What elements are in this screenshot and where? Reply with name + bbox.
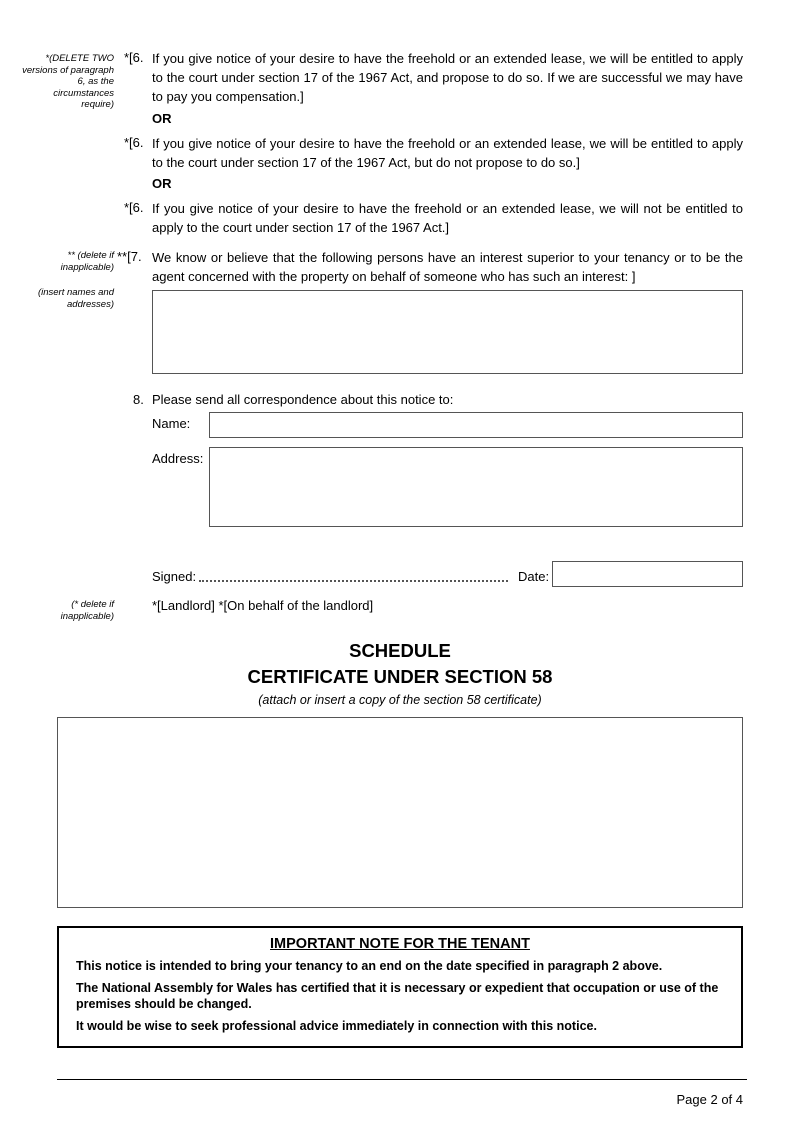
schedule-instruction: (attach or insert a copy of the section 58 certificate) (258, 693, 542, 707)
paragraph-6b-text: If you give notice of your desire to have the freehold or an extended lease, we will be entitled to apply to the court under section 17 of the 1967 Act, but do not propose to do so.] (152, 136, 743, 170)
schedule-subtitle: CERTIFICATE UNDER SECTION 58 (247, 666, 553, 687)
footer-rule (57, 1079, 747, 1080)
paragraph-7-number: **[7. (117, 249, 142, 264)
paragraph-7-text: We know or believe that the following persons have an interest superior to your tenancy or to be the agent concerned with the property on behalf of someone who has such an interest: ] (152, 250, 743, 284)
signed-label: Signed: (152, 569, 197, 584)
or-separator-2: OR (152, 176, 172, 191)
paragraph-8-number: 8. (133, 392, 144, 407)
name-label: Name: (152, 416, 191, 431)
date-label: Date: (518, 569, 550, 584)
paragraph-6a-number: *[6. (124, 50, 144, 65)
margin-note-delete-two: *(DELETE TWO versions of paragraph 6, as the circumstances require) (22, 53, 114, 110)
margin-note-insert-names: (insert names and addresses) (37, 287, 114, 310)
paragraph-6a-text: If you give notice of your desire to have the freehold or an extended lease, we will be entitled to apply to the court under section 17 of the 1967 Act, and propose to do so. If we are successful we may have to pay you compensation.] (152, 51, 743, 104)
name-field[interactable] (209, 412, 743, 438)
address-field[interactable] (209, 447, 743, 527)
or-separator-1: OR (152, 111, 172, 126)
paragraph-6b-number: *[6. (124, 135, 144, 150)
signature-line[interactable] (199, 580, 508, 582)
margin-note-delete-if-inapplicable-2: (* delete if inapplicable) (60, 599, 114, 622)
page-number: Page 2 of 4 (676, 1092, 743, 1107)
important-note-box (57, 926, 743, 1048)
date-field[interactable] (552, 561, 743, 587)
certificate-box[interactable] (57, 717, 743, 908)
superior-interest-field[interactable] (152, 290, 743, 374)
important-note-title: IMPORTANT NOTE FOR THE TENANT (270, 936, 530, 952)
important-note-line-2: The National Assembly for Wales has certified that it is necessary or expedient that occupation or use of the premises should be changed. (76, 981, 719, 1011)
paragraph-6c-text: If you give notice of your desire to have the freehold or an extended lease, we will not be entitled to apply to the court under section 17 of the 1967 Act.] (152, 201, 743, 235)
important-note-line-3: It would be wise to seek professional advice immediately in connection with this notice. (76, 1019, 597, 1033)
signatory-capacity: *[Landlord] *[On behalf of the landlord] (152, 598, 374, 613)
paragraph-6c-number: *[6. (124, 200, 144, 215)
schedule-title: SCHEDULE (349, 640, 451, 661)
address-label: Address: (152, 451, 204, 466)
important-note-line-1: This notice is intended to bring your tenancy to an end on the date specified in paragraph 2 above. (76, 959, 663, 973)
margin-note-delete-if-inapplicable: ** (delete if inapplicable) (60, 250, 114, 273)
paragraph-8-text: Please send all correspondence about this notice to: (152, 392, 454, 407)
